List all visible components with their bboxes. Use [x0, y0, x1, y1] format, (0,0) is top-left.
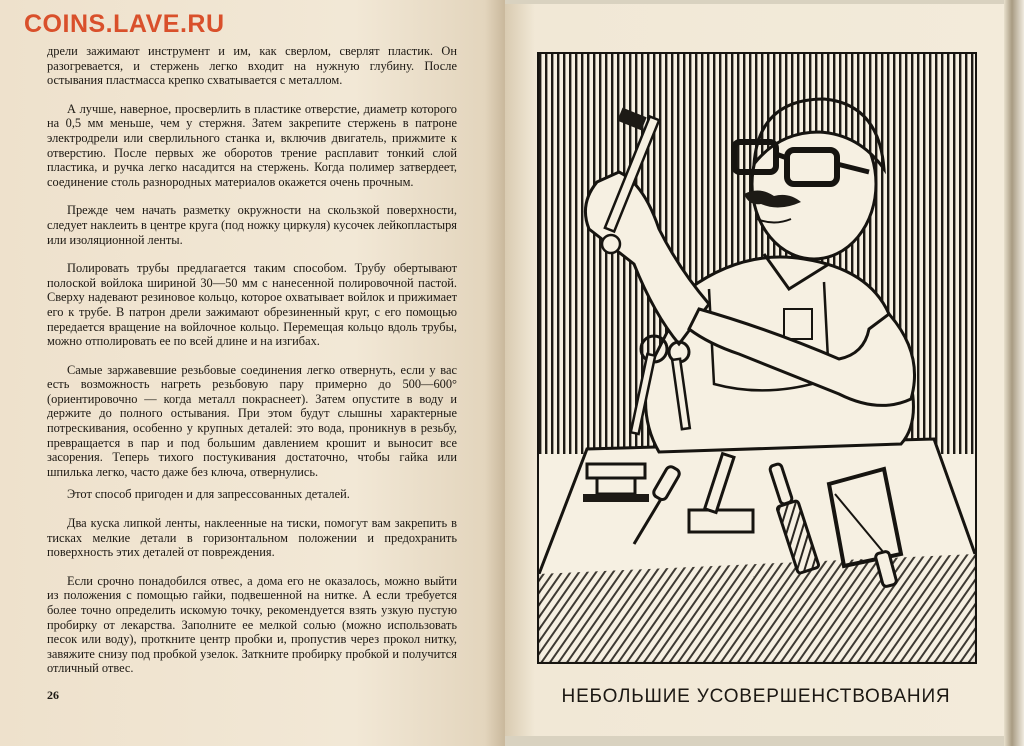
illustration-svg	[539, 54, 975, 662]
page-number: 26	[47, 688, 59, 702]
left-page-text	[47, 44, 457, 690]
paragraph-3: Прежде чем начать разметку окружности на скользкой поверхности, следует наклеить в центре круга (под ножку циркуля) кусочек лейкопластыря или изоляционной ленты.	[47, 203, 457, 247]
book-edge	[1004, 0, 1024, 746]
paragraph-2: А лучше, наверное, просверлить в пластике отверстие, диаметр которого на 0,5 мм меньше, чем у стержня. Затем закрепите стержень в патроне электродрели или сверлильного станка и, включив двигатель, прижмите к отверстию. После первых же оборотов трение расплавит тонкий слой пластика, и ручка легко насадится на стержень. Когда полимер затвердеет, соединение столь разнородных материалов окажется очень прочным.	[47, 101, 457, 189]
shirt-pocket	[784, 309, 812, 339]
paragraph-5: Самые заржавевшие резьбовые соединения легко отвернуть, если у вас есть возможность нагреть резьбовую пару примерно до 500—600° (ориентировочно — когда металл покраснеет). Затем опустите в воду и держите до полного остывания. При этом будут слышны характерные потрескивания, особенно у крупных деталей: это вода, проникнув в резьбу, превращается в пар и под большим давлением крошит и выносит все засорения. Теперь тихого постукивания достаточно, чтобы гайка или шпилька легко, часто даже без ключа, отвернулись.	[47, 362, 457, 479]
paragraph-7: Два куска липкой ленты, наклеенные на тиски, помогут вам закрепить в тисках мелкие детали в горизонтальном положении и предохранить поверхность этих деталей от повреждения.	[47, 516, 457, 560]
paragraph-4: Полировать трубы предлагается таким способом. Трубу обертывают полоской войлока шириной 30—50 мм с нанесенной полировочной пастой. Сверху надевают резиновое кольцо, которое охватывает войлок и прижимает его к трубе. В патрон дрели зажимают обрезиненный круг, с его помощью передается вращение на войлочное кольцо. Перемещая кольцо вдоль трубы, можно отполировать ее по всей длине и на изгибах.	[47, 261, 457, 349]
watermark: COINS.LAVE.RU	[24, 10, 225, 38]
man-with-keys-and-tools-illustration	[537, 52, 977, 664]
left-page	[0, 0, 505, 746]
paragraph-1: дрели зажимают инструмент и им, как сверлом, сверлят пластик. Он разогревается, и стержень легко входит на нужную глубину. После остывания пластмасса крепко схватывается с металлом.	[47, 44, 457, 88]
chapter-caption: НЕБОЛЬШИЕ УСОВЕРШЕНСТВОВАНИЯ	[561, 686, 951, 707]
paragraph-6: Этот способ пригоден и для запрессованных деталей.	[67, 487, 350, 502]
paragraph-8: Если срочно понадобился отвес, а дома его не оказалось, можно выйти из положения с помощью гайки, подвешенной на нитке. А если требуется более точно определить искомую точку, рекомендуется взять узкую пустую пробирку от лекарства. Заполните ее мелкой солью (можно использовать песок или воду), проткните центр пробки и, пропустив через прокол нитку, завяжите снизу под пробкой узелок. Заткните пробирку пробкой и получится отличный отвес.	[47, 573, 457, 676]
